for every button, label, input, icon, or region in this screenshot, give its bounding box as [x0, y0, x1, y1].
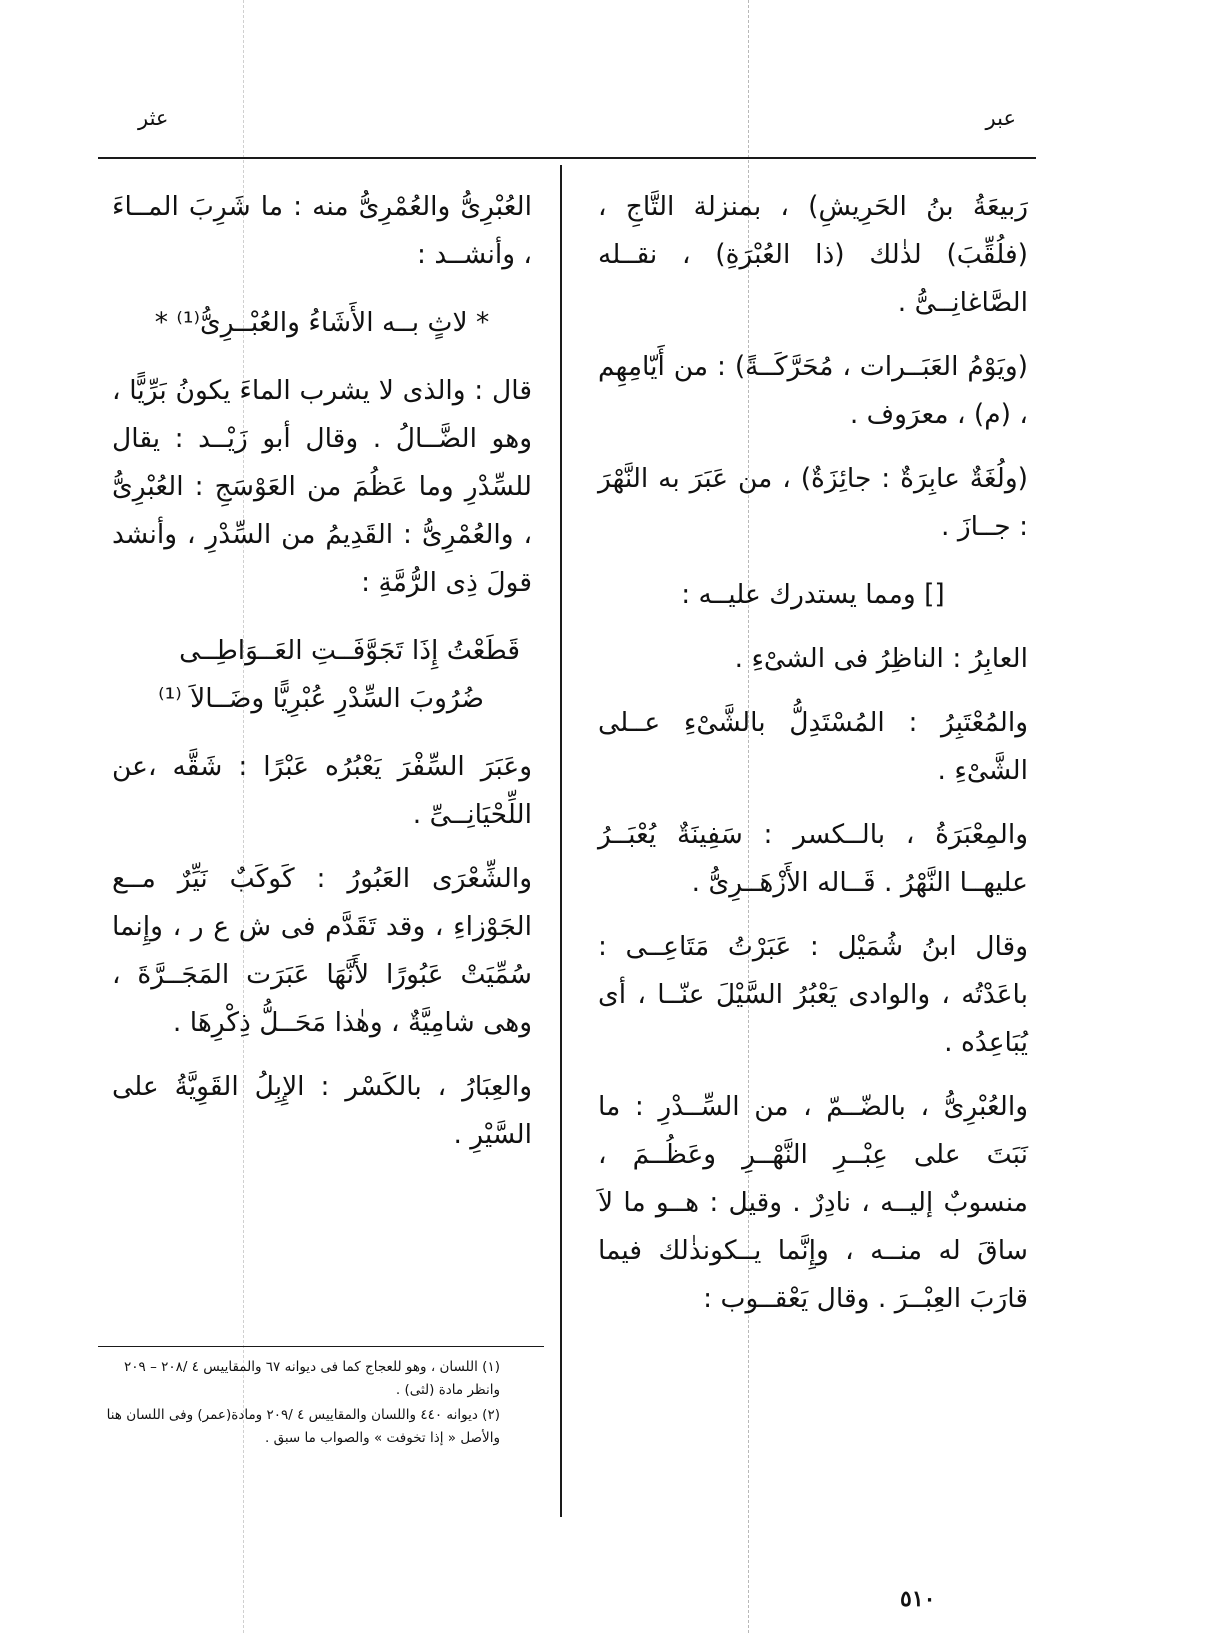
section-heading: [] ومما يستدرك عليــه : — [681, 579, 945, 610]
paragraph: والمِعْبَرَةُ ، بالــكسر : سَفِينَةٌ يُعْبَــرُ عليهــا النَّهْرُ . قَــاله الأَزْهَــرِىُّ . — [598, 819, 1028, 898]
paragraph: رَبيعَةُ بنُ الحَرِيشِ) ، بمنزلة التَّاجِ ، (فلُقِّبَ) لذٰلك (ذا العُبْرَةِ) ، نقــله الصَّاغانِــىُّ . — [598, 191, 1028, 318]
footnote-rule — [98, 1346, 544, 1347]
footnote: (١) اللسان ، وهو للعجاج كما فى ديوانه ٦٧ والمقاييس ٤ /٢٠٨ – ٢٠٩ وانظر مادة (لثى) . — [124, 1359, 500, 1398]
paragraph: وعَبَرَ السِّفْرَ يَعْبُرُه عَبْرًا : شَقَّه ،عن اللِّحْيَانِــىِّ . — [112, 751, 532, 830]
paragraph: وقال ابنُ شُمَيْل : عَبَرْتُ مَتَاعِــى : باعَدْتُه ، والوادى يَعْبُرُ السَّيْلَ عنّــا ، أى يُبَاعِدُه . — [598, 931, 1028, 1058]
header-rule — [98, 157, 1036, 159]
page-number: ٥١٠ — [900, 1586, 936, 1612]
paragraph: والمُعْتَبِرُ : المُسْتَدِلُّ بالشَّىْءِ عــلى الشَّىْءِ . — [598, 707, 1028, 786]
paragraph: (ويَوْمُ العَبَــرات ، مُحَرَّكَــةً) : من أَيّامِهِم ، (م) ، معرَوف . — [598, 351, 1028, 430]
footnote: (٢) ديوانه ٤٤٠ واللسان والمقاييس ٤ /٢٠٩ ومادة(عمر) وفى اللسان هنا والأصل « إذا تخوفت » والصواب ما سبق . — [106, 1407, 500, 1446]
paragraph: (ولُغَةٌ عابِرَةٌ : جائِزَةٌ) ، من عَبَرَ به النَّهْرَ : جــازَ . — [598, 463, 1028, 542]
paragraph: العابِرُ : الناظِرُ فى الشىْءِ . — [734, 643, 1028, 674]
column-divider — [560, 165, 562, 1517]
footnotes — [92, 1356, 500, 1452]
header-right-keyword: عبر — [985, 106, 1016, 130]
paragraph: العُبْرِىُّ والعُمْرِىُّ منه : ما شَرِبَ المــاءَ ، وأنشــد : — [112, 191, 532, 270]
paragraph: قال : والذى لا يشرب الماءَ يكونُ بَرِّيًّا ، وهو الضَّــالُ . وقال أبو زَيْــد : يقال للسِّدْرِ وما عَظُمَ من العَوْسَجِ : العُبْرِىُّ ، والعُمْرِىُّ : القَدِيمُ من السِّدْرِ ، وأنشد قولَ ذِى الرُّمَّةِ : — [112, 375, 532, 598]
verse-line: * لاثٍ بــه الأَشَاءُ والعُبْــرِىُّ⁽¹⁾ * — [154, 307, 490, 338]
verse-line: قَطَعْتُ إِذَا تَجَوَّفَــتِ العَــوَاطِــى — [179, 635, 520, 666]
left-column — [112, 183, 532, 1175]
paragraph: والعِبَارُ ، بالكَسْر : الإِبِلُ القَوِيَّةُ على السَّيْرِ . — [112, 1071, 532, 1150]
header-left-keyword: عثر — [138, 106, 169, 130]
paragraph: والعُبْرِىُّ ، بالضّــمّ ، من السِّــدْرِ : ما نَبَتَ على عِبْــرِ النَّهْــرِ وعَظُــمَ ، منسوبٌ إليــه ، نادِرٌ . وقيل : هــو ما لاَ ساقَ له منــه ، وإِنَّما يــكونذٰلك فيما قارَبَ العِبْــرَ . وقال يَعْقــوب : — [598, 1091, 1028, 1314]
right-column — [598, 183, 1028, 1339]
verse-line: ضُرُوبَ السِّدْرِ عُبْرِيًّا وضَــالاَ ⁽¹⁾ — [158, 683, 484, 714]
paragraph: والشِّعْرَى العَبُورُ : كَوكَبٌ نَيِّرٌ مــع الجَوْزاءِ ، وقد تَقَدَّم فى ش ع ر ، وإِنما سُمِّيَتْ عَبُورًا لأَنَّهَا عَبَرَت المَجَــرَّةَ ، وهى شامِيَّةٌ ، وهٰذا مَحَــلُّ ذِكْرِهَا . — [112, 863, 532, 1038]
